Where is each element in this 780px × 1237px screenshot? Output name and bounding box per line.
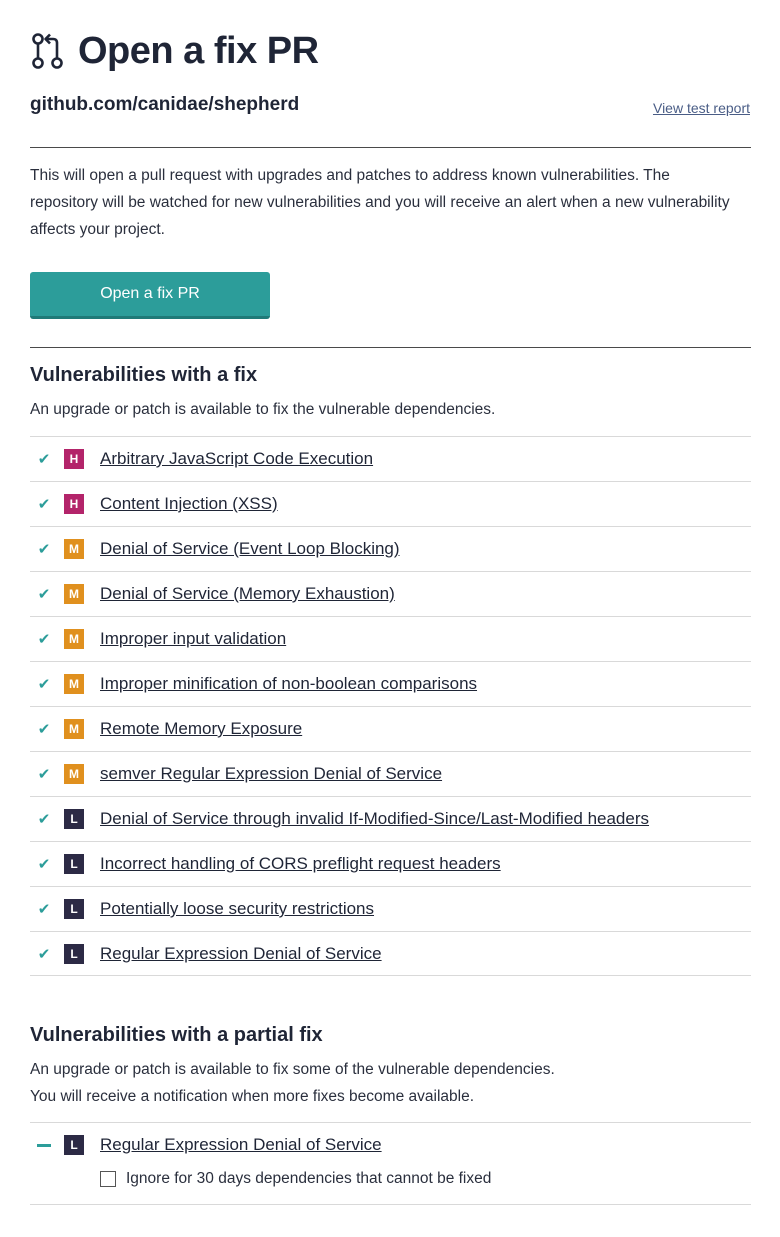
page-header — [30, 28, 319, 74]
vulnerability-link[interactable]: semver Regular Expression Denial of Service — [100, 764, 443, 783]
check-icon: ✔ — [37, 451, 51, 468]
severity-badge: M — [64, 674, 84, 694]
check-icon: ✔ — [37, 496, 51, 513]
vulnerability-row — [30, 571, 751, 616]
open-fix-pr-button[interactable]: Open a fix PR — [30, 272, 270, 319]
repo-name: github.com/canidae/shepherd — [30, 94, 300, 115]
check-icon: ✔ — [37, 541, 51, 558]
vulnerability-row — [30, 931, 751, 976]
severity-badge: H — [64, 449, 84, 469]
view-test-report-link[interactable]: View test report — [652, 100, 750, 116]
ignore-label: Ignore for 30 days dependencies that cannot be fixed — [126, 1170, 492, 1187]
vulnerability-row — [30, 526, 751, 571]
vulnerability-row — [30, 751, 751, 796]
check-icon: ✔ — [37, 766, 51, 783]
vulnerability-link[interactable]: Incorrect handling of CORS preflight request headers — [100, 854, 501, 873]
vulnerability-row — [30, 661, 751, 706]
check-icon: ✔ — [37, 586, 51, 603]
partial-vulnerability-list — [30, 1122, 751, 1205]
severity-badge: M — [64, 719, 84, 739]
vulnerability-row — [30, 796, 751, 841]
vulnerability-link[interactable]: Denial of Service (Memory Exhaustion) — [100, 584, 395, 603]
vulnerability-link[interactable]: Remote Memory Exposure — [100, 719, 303, 738]
vulnerability-row — [30, 481, 751, 526]
fixable-vulnerability-list — [30, 436, 751, 976]
divider — [30, 147, 751, 148]
severity-badge: L — [64, 809, 84, 829]
partial-section-title: Vulnerabilities with a partial fix — [30, 1024, 323, 1046]
check-icon: ✔ — [37, 631, 51, 648]
severity-badge: L — [64, 854, 84, 874]
git-pull-request-icon — [30, 31, 66, 71]
check-icon: ✔ — [37, 676, 51, 693]
vulnerability-row — [30, 616, 751, 661]
vulnerability-link[interactable]: Regular Expression Denial of Service — [100, 1135, 382, 1154]
severity-badge: L — [64, 1135, 84, 1155]
vulnerability-link[interactable]: Arbitrary JavaScript Code Execution — [100, 449, 374, 468]
partial-section-description: An upgrade or patch is available to fix some of the vulnerable dependencies. — [30, 1061, 555, 1078]
severity-badge: L — [64, 899, 84, 919]
ignore-checkbox[interactable] — [100, 1171, 116, 1187]
vulnerability-row — [30, 706, 751, 751]
severity-badge: L — [64, 944, 84, 964]
page-title: Open a fix PR — [78, 29, 319, 72]
severity-badge: H — [64, 494, 84, 514]
intro-text: This will open a pull request with upgrades and patches to address known vulnerabilities. The repository will be watched for new vulnerabilities and you will receive an alert when a new vulnerability affects your project. — [30, 167, 730, 238]
vulnerability-row — [30, 436, 751, 481]
vulnerability-link[interactable]: Content Injection (XSS) — [100, 494, 278, 513]
fixable-section-description: An upgrade or patch is available to fix the vulnerable dependencies. — [30, 401, 496, 418]
vulnerability-link[interactable]: Denial of Service (Event Loop Blocking) — [100, 539, 400, 558]
partial-section-note: You will receive a notification when more fixes become available. — [30, 1088, 474, 1105]
vulnerability-link[interactable]: Improper minification of non-boolean comparisons — [100, 674, 478, 693]
check-icon: ✔ — [37, 856, 51, 873]
partial-fix-dash-icon — [37, 1144, 51, 1147]
vulnerability-link[interactable]: Regular Expression Denial of Service — [100, 943, 382, 963]
severity-badge: M — [64, 764, 84, 784]
vulnerability-link[interactable]: Potentially loose security restrictions — [100, 899, 375, 918]
check-icon: ✔ — [37, 721, 51, 738]
vulnerability-link[interactable]: Improper input validation — [100, 629, 287, 648]
severity-badge: M — [64, 629, 84, 649]
vulnerability-link[interactable]: Denial of Service through invalid If-Modified-Since/Last-Modified headers — [100, 809, 650, 828]
check-icon: ✔ — [37, 945, 51, 963]
vulnerability-row — [30, 841, 751, 886]
ignore-option[interactable] — [100, 1170, 491, 1188]
severity-badge: M — [64, 539, 84, 559]
severity-badge: M — [64, 584, 84, 604]
fixable-section-title: Vulnerabilities with a fix — [30, 364, 258, 386]
vulnerability-row — [30, 886, 751, 931]
vulnerability-row — [30, 1123, 382, 1167]
check-icon: ✔ — [37, 811, 51, 828]
divider — [30, 347, 751, 348]
check-icon: ✔ — [37, 901, 51, 918]
